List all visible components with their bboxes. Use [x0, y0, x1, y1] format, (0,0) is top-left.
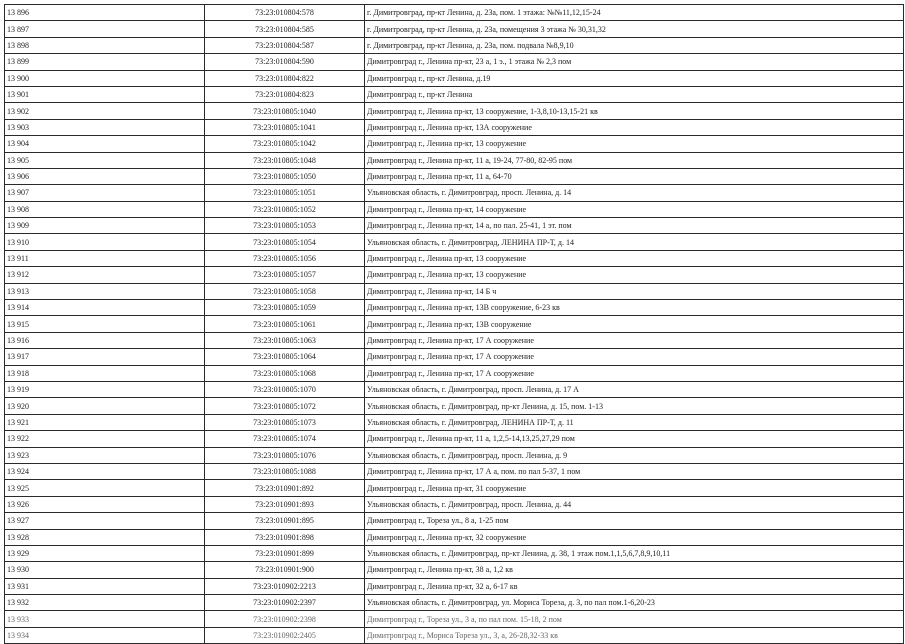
row-number-cell: 13 922: [5, 431, 205, 447]
table-row: [5, 267, 904, 283]
row-number-cell: 13 897: [5, 21, 205, 37]
table-row: [5, 381, 904, 397]
row-number-cell: 13 910: [5, 234, 205, 250]
row-number-cell: 13 921: [5, 414, 205, 430]
address-cell: Димитровград г., Ленина пр-кт, 13В сооружение: [365, 316, 904, 332]
cadastral-number-cell: 73:23:010805:1048: [205, 152, 365, 168]
cadastral-number-cell: 73:23:010804:823: [205, 86, 365, 102]
cadastral-number-cell: 73:23:010901:893: [205, 496, 365, 512]
table-row: [5, 611, 904, 627]
table-row: [5, 595, 904, 611]
row-number-cell: 13 898: [5, 37, 205, 53]
cadastral-number-cell: 73:23:010805:1063: [205, 332, 365, 348]
row-number-cell: 13 926: [5, 496, 205, 512]
table-row: [5, 627, 904, 643]
row-number-cell: 13 927: [5, 513, 205, 529]
row-number-cell: 13 934: [5, 627, 205, 643]
row-number-cell: 13 901: [5, 86, 205, 102]
row-number-cell: 13 903: [5, 119, 205, 135]
row-number-cell: 13 911: [5, 250, 205, 266]
row-number-cell: 13 909: [5, 218, 205, 234]
table-row: [5, 234, 904, 250]
cadastral-number-cell: 73:23:010805:1054: [205, 234, 365, 250]
row-number-cell: 13 914: [5, 300, 205, 316]
row-number-cell: 13 916: [5, 332, 205, 348]
row-number-cell: 13 919: [5, 381, 205, 397]
table-row: [5, 365, 904, 381]
row-number-cell: 13 899: [5, 54, 205, 70]
table-row: [5, 168, 904, 184]
table-row: [5, 447, 904, 463]
table-row: [5, 398, 904, 414]
row-number-cell: 13 929: [5, 545, 205, 561]
table-row: [5, 463, 904, 479]
table-row: [5, 316, 904, 332]
cadastral-number-cell: 73:23:010804:578: [205, 5, 365, 21]
row-number-cell: 13 924: [5, 463, 205, 479]
row-number-cell: 13 925: [5, 480, 205, 496]
cadastral-number-cell: 73:23:010805:1056: [205, 250, 365, 266]
cadastral-number-cell: 73:23:010902:2213: [205, 578, 365, 594]
address-cell: Ульяновская область, г. Димитровград, ул. Мориса Тореза, д. 3, по пал пом.1-6,20-23: [365, 595, 904, 611]
cadastral-number-cell: 73:23:010805:1051: [205, 185, 365, 201]
row-number-cell: 13 902: [5, 103, 205, 119]
address-cell: Димитровград г., Ленина пр-кт, 13В сооружение, 6-23 кв: [365, 300, 904, 316]
table-row: [5, 70, 904, 86]
row-number-cell: 13 933: [5, 611, 205, 627]
address-cell: Димитровград г., Ленина пр-кт, 17 А сооружение: [365, 349, 904, 365]
address-cell: Ульяновская область, г. Димитровград, просп. Ленина, д. 44: [365, 496, 904, 512]
row-number-cell: 13 907: [5, 185, 205, 201]
cadastral-number-cell: 73:23:010902:2398: [205, 611, 365, 627]
address-cell: Димитровград г., Мориса Тореза ул., 3, а, 26-28,32-33 кв: [365, 627, 904, 643]
cadastral-number-cell: 73:23:010805:1050: [205, 168, 365, 184]
table-row: [5, 185, 904, 201]
table-row: [5, 414, 904, 430]
cadastral-number-cell: 73:23:010805:1088: [205, 463, 365, 479]
cadastral-number-cell: 73:23:010805:1041: [205, 119, 365, 135]
table-row: [5, 218, 904, 234]
address-cell: Ульяновская область, г. Димитровград, пр-кт Ленина, д. 38, 1 этаж пом.1,1,5,6,7,8,9,10,11: [365, 545, 904, 561]
table-row: [5, 496, 904, 512]
table-row: [5, 578, 904, 594]
table-row: [5, 513, 904, 529]
address-cell: Димитровград г., Ленина пр-кт, 38 а, 1,2 кв: [365, 562, 904, 578]
cadastral-number-cell: 73:23:010901:900: [205, 562, 365, 578]
address-cell: г. Димитровград, пр-кт Ленина, д. 23а, пом. 1 этажа: №№11,12,15-24: [365, 5, 904, 21]
cadastral-number-cell: 73:23:010805:1053: [205, 218, 365, 234]
row-number-cell: 13 896: [5, 5, 205, 21]
table-row: [5, 21, 904, 37]
address-cell: Димитровград г., Тореза ул., 8 а, 1-25 пом: [365, 513, 904, 529]
address-cell: Ульяновская область, г. Димитровград, ЛЕНИНА ПР-Т, д. 11: [365, 414, 904, 430]
cadastral-number-cell: 73:23:010805:1073: [205, 414, 365, 430]
address-cell: г. Димитровград, пр-кт Ленина, д. 23а, пом. подвала №8,9,10: [365, 37, 904, 53]
table-row: [5, 480, 904, 496]
cadastral-number-cell: 73:23:010804:590: [205, 54, 365, 70]
table-row: [5, 152, 904, 168]
cadastral-number-cell: 73:23:010805:1058: [205, 283, 365, 299]
cadastral-number-cell: 73:23:010804:587: [205, 37, 365, 53]
row-number-cell: 13 932: [5, 595, 205, 611]
table-row: [5, 37, 904, 53]
row-number-cell: 13 904: [5, 136, 205, 152]
address-cell: Димитровград г., Ленина пр-кт, 13 сооружение, 1-3,8,10-13,15-21 кв: [365, 103, 904, 119]
cadastral-number-cell: 73:23:010805:1064: [205, 349, 365, 365]
registry-table: [4, 4, 904, 644]
registry-table-body: [5, 5, 904, 644]
cadastral-number-cell: 73:23:010805:1040: [205, 103, 365, 119]
address-cell: Димитровград г., Ленина пр-кт, 32 а, 6-17 кв: [365, 578, 904, 594]
row-number-cell: 13 931: [5, 578, 205, 594]
address-cell: Димитровград г., Ленина пр-кт, 13 сооружение: [365, 250, 904, 266]
table-row: [5, 250, 904, 266]
address-cell: Димитровград г., Ленина пр-кт, 11 а, 1,2,5-14,13,25,27,29 пом: [365, 431, 904, 447]
address-cell: Димитровград г., Ленина пр-кт, 17 А сооружение: [365, 365, 904, 381]
cadastral-number-cell: 73:23:010902:2405: [205, 627, 365, 643]
table-row: [5, 201, 904, 217]
address-cell: Ульяновская область, г. Димитровград, просп. Ленина, д. 14: [365, 185, 904, 201]
address-cell: Димитровград г., Ленина пр-кт, 17 А а, пом. по пал 5-37, 1 пом: [365, 463, 904, 479]
table-row: [5, 54, 904, 70]
cadastral-number-cell: 73:23:010805:1042: [205, 136, 365, 152]
address-cell: Димитровград г., Ленина пр-кт, 23 а, 1 э., 1 этажа № 2,3 пом: [365, 54, 904, 70]
address-cell: Ульяновская область, г. Димитровград, просп. Ленина, д. 9: [365, 447, 904, 463]
address-cell: г. Димитровград, пр-кт Ленина, д. 23а, помещения 3 этажа № 30,31,32: [365, 21, 904, 37]
address-cell: Димитровград г., пр-кт Ленина: [365, 86, 904, 102]
cadastral-number-cell: 73:23:010902:2397: [205, 595, 365, 611]
address-cell: Димитровград г., Ленина пр-кт, 31 сооружение: [365, 480, 904, 496]
row-number-cell: 13 928: [5, 529, 205, 545]
address-cell: Димитровград г., Ленина пр-кт, 11 а, 19-24, 77-80, 82-95 пом: [365, 152, 904, 168]
table-row: [5, 332, 904, 348]
address-cell: Димитровград г., Ленина пр-кт, 11 а, 64-70: [365, 168, 904, 184]
table-row: [5, 545, 904, 561]
address-cell: Димитровград г., Ленина пр-кт, 17 А сооружение: [365, 332, 904, 348]
row-number-cell: 13 906: [5, 168, 205, 184]
cadastral-number-cell: 73:23:010805:1070: [205, 381, 365, 397]
row-number-cell: 13 908: [5, 201, 205, 217]
row-number-cell: 13 930: [5, 562, 205, 578]
table-row: [5, 103, 904, 119]
address-cell: Димитровград г., Ленина пр-кт, 32 сооружение: [365, 529, 904, 545]
address-cell: Ульяновская область, г. Димитровград, пр-кт Ленина, д. 15, пом. 1-13: [365, 398, 904, 414]
table-row: [5, 349, 904, 365]
address-cell: Димитровград г., Ленина пр-кт, 13 сооружение: [365, 267, 904, 283]
cadastral-number-cell: 73:23:010901:892: [205, 480, 365, 496]
row-number-cell: 13 923: [5, 447, 205, 463]
row-number-cell: 13 920: [5, 398, 205, 414]
table-row: [5, 529, 904, 545]
cadastral-number-cell: 73:23:010804:585: [205, 21, 365, 37]
table-row: [5, 136, 904, 152]
cadastral-number-cell: 73:23:010805:1061: [205, 316, 365, 332]
address-cell: Димитровград г., пр-кт Ленина, д.19: [365, 70, 904, 86]
address-cell: Димитровград г., Ленина пр-кт, 13А сооружение: [365, 119, 904, 135]
cadastral-number-cell: 73:23:010805:1057: [205, 267, 365, 283]
address-cell: Димитровград г., Тореза ул., 3 а, по пал пом. 15-18, 2 пом: [365, 611, 904, 627]
row-number-cell: 13 917: [5, 349, 205, 365]
row-number-cell: 13 918: [5, 365, 205, 381]
address-cell: Ульяновская область, г. Димитровград, просп. Ленина, д. 17 А: [365, 381, 904, 397]
cadastral-number-cell: 73:23:010805:1074: [205, 431, 365, 447]
table-row: [5, 283, 904, 299]
row-number-cell: 13 913: [5, 283, 205, 299]
table-row: [5, 119, 904, 135]
table-row: [5, 431, 904, 447]
cadastral-number-cell: 73:23:010805:1052: [205, 201, 365, 217]
row-number-cell: 13 912: [5, 267, 205, 283]
cadastral-number-cell: 73:23:010901:895: [205, 513, 365, 529]
address-cell: Димитровград г., Ленина пр-кт, 13 сооружение: [365, 136, 904, 152]
cadastral-number-cell: 73:23:010805:1059: [205, 300, 365, 316]
address-cell: Димитровград г., Ленина пр-кт, 14 сооружение: [365, 201, 904, 217]
cadastral-number-cell: 73:23:010805:1076: [205, 447, 365, 463]
registry-sheet: [4, 4, 900, 644]
table-row: [5, 562, 904, 578]
address-cell: Димитровград г., Ленина пр-кт, 14 а, по пал. 25-41, 1 эт. пом: [365, 218, 904, 234]
table-row: [5, 5, 904, 21]
row-number-cell: 13 915: [5, 316, 205, 332]
address-cell: Ульяновская область, г. Димитровград, ЛЕНИНА ПР-Т, д. 14: [365, 234, 904, 250]
cadastral-number-cell: 73:23:010901:898: [205, 529, 365, 545]
row-number-cell: 13 905: [5, 152, 205, 168]
cadastral-number-cell: 73:23:010804:822: [205, 70, 365, 86]
row-number-cell: 13 900: [5, 70, 205, 86]
cadastral-number-cell: 73:23:010805:1072: [205, 398, 365, 414]
table-row: [5, 86, 904, 102]
cadastral-number-cell: 73:23:010901:899: [205, 545, 365, 561]
table-row: [5, 300, 904, 316]
address-cell: Димитровград г., Ленина пр-кт, 14 Б ч: [365, 283, 904, 299]
cadastral-number-cell: 73:23:010805:1068: [205, 365, 365, 381]
